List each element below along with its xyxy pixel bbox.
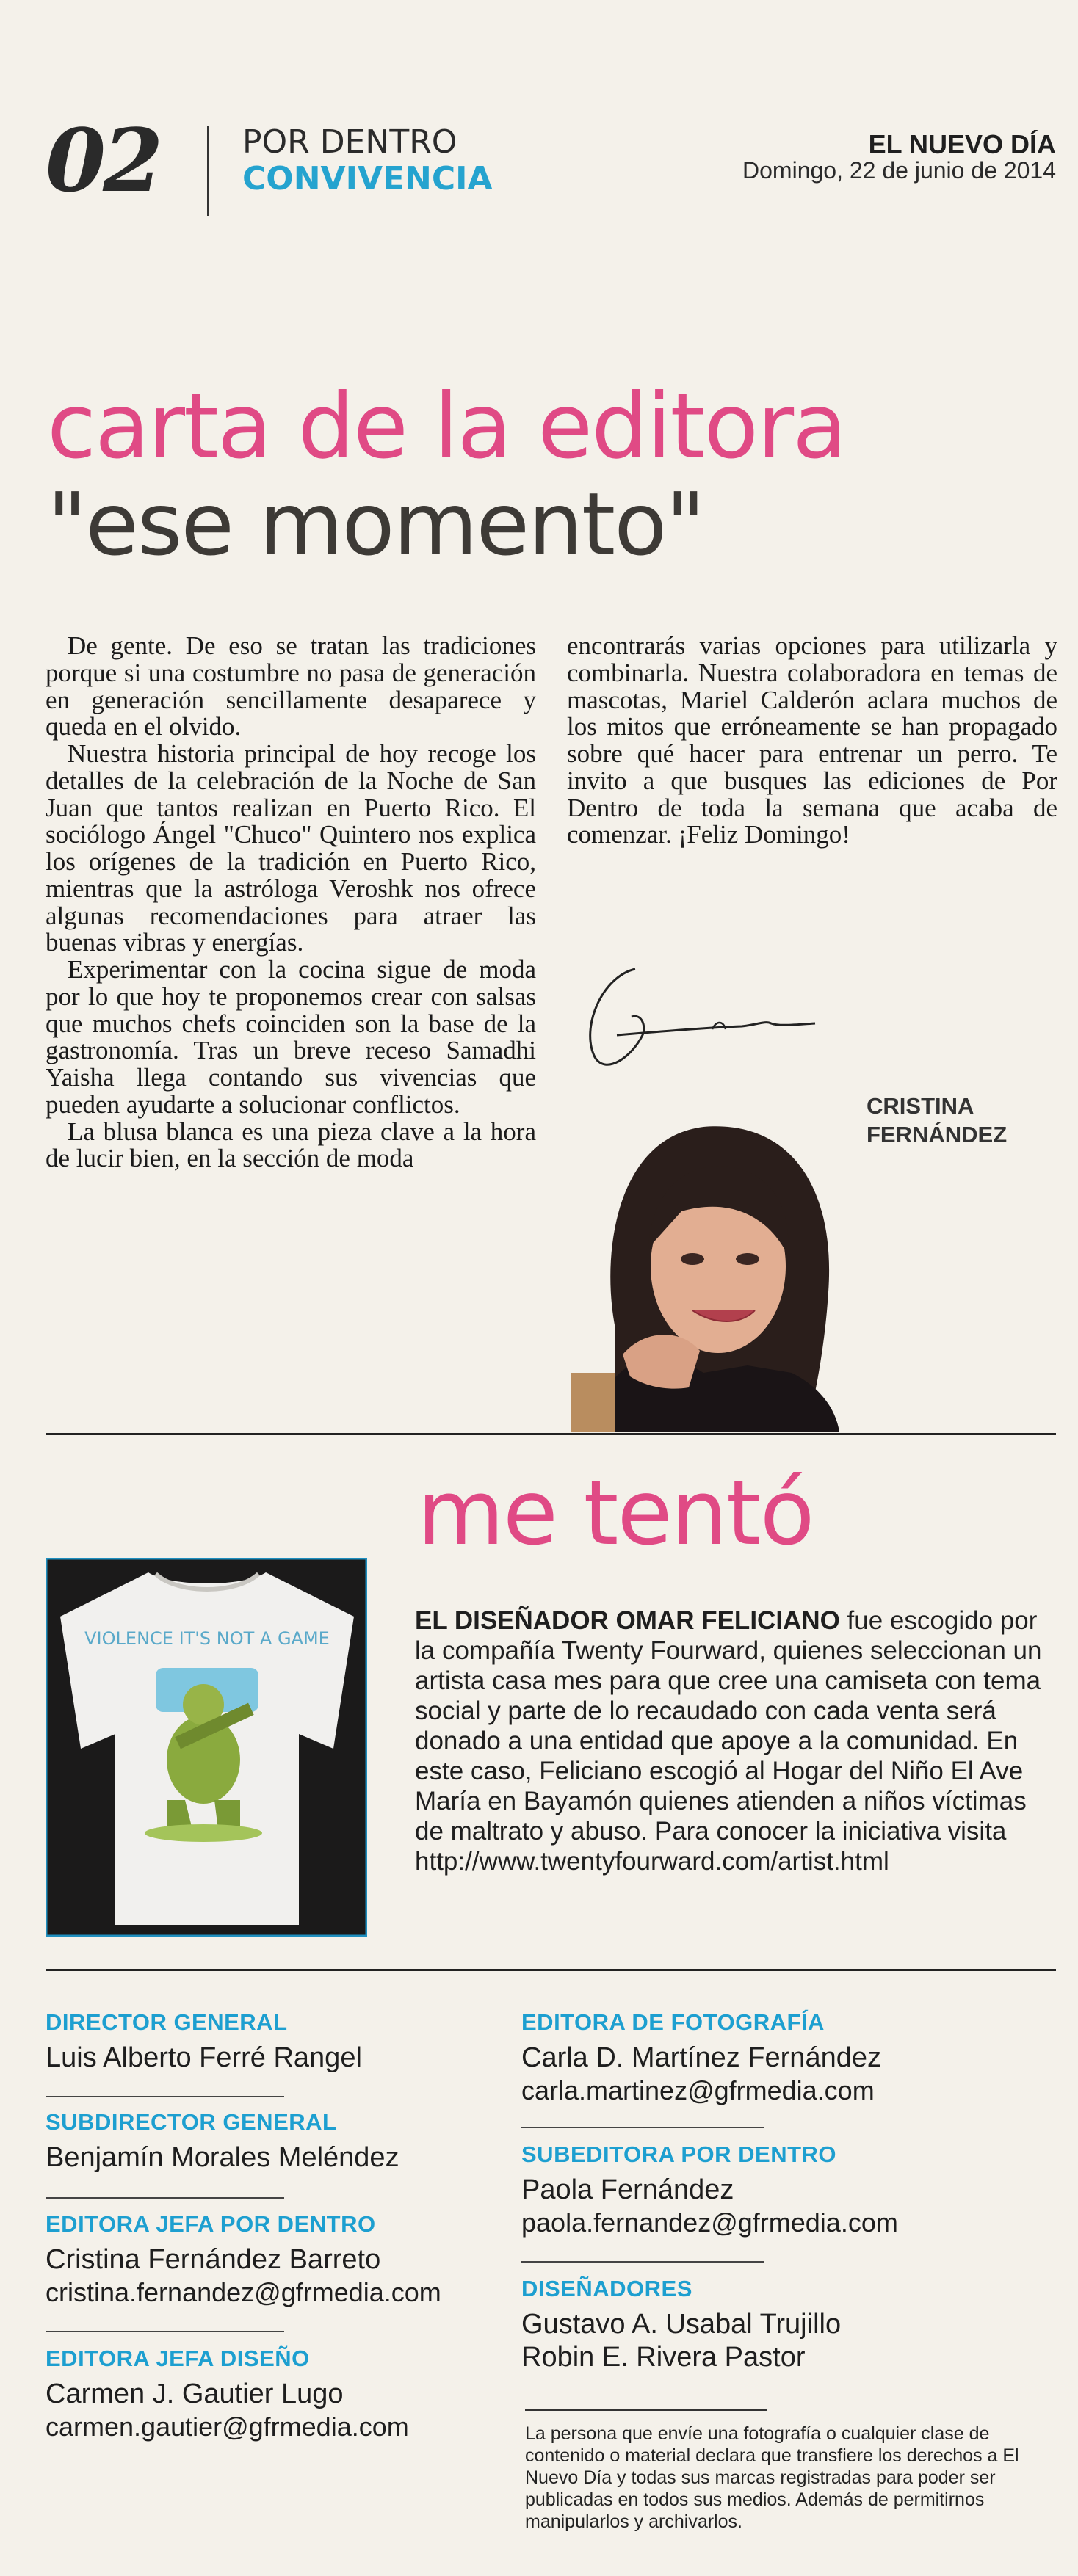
staff-role-fotografia: EDITORA DE FOTOGRAFÍA	[521, 2009, 825, 2035]
staff-email-diseno[interactable]: carmen.gautier@gfrmedia.com	[46, 2412, 409, 2442]
staff-email-subeditora[interactable]: paola.fernandez@gfrmedia.com	[521, 2207, 898, 2238]
page-number: 02	[46, 109, 161, 211]
tshirt-photo	[46, 1558, 367, 1937]
header-divider	[207, 126, 209, 216]
section-name: POR DENTRO	[242, 123, 457, 161]
editorial-paragraph: La blusa blanca es una pieza clave a la hora de lucir bien, en la sección de moda	[46, 1117, 536, 1173]
staff-divider	[521, 2261, 764, 2263]
me-tento-text	[415, 1606, 1054, 1876]
staff-name-subdirector: Benjamín Morales Meléndez	[46, 2142, 399, 2173]
staff-role-subeditora: SUBEDITORA POR DENTRO	[521, 2141, 837, 2167]
staff-name-fotografia: Carla D. Martínez Fernández	[521, 2042, 881, 2073]
editorial-paragraph: De gente. De eso se tratan las tradiciones porque si una costumbre no pasa de generación en generación sencillamente desaparece y queda en el olvido.	[46, 631, 536, 741]
staff-name-diseno: Carmen J. Gautier Lugo	[46, 2379, 344, 2409]
staff-divider	[46, 2197, 284, 2199]
newspaper-name: EL NUEVO DÍA	[868, 129, 1056, 159]
editorial-paragraph: encontrarás varias opciones para utilizarla y combinarla. Nuestra colaboradora en temas de mascotas, Mariel Calderón aclara muchos de los mitos que erróneamente se han propagado sobre qué hacer para entrenar un perro. Te invito a que busques las ediciones de Por Dentro de toda la semana que acaba de comenzar. ¡Feliz Domingo!	[567, 631, 1057, 849]
section-divider	[46, 1969, 1056, 1971]
staff-email-fotografia[interactable]: carla.martinez@gfrmedia.com	[521, 2075, 875, 2105]
editor-name: CRISTINA FERNÁNDEZ	[867, 1093, 1008, 1147]
staff-divider	[521, 2127, 764, 2128]
staff-name-subeditora: Paola Fernández	[521, 2174, 734, 2205]
section-divider	[46, 1433, 1056, 1435]
staff-name-disenador: Gustavo A. Usabal Trujillo	[521, 2309, 842, 2340]
staff-role-editora-jefa: EDITORA JEFA POR DENTRO	[46, 2211, 376, 2237]
me-tento-lead: EL DISEÑADOR OMAR FELICIANO	[415, 1606, 840, 1635]
editorial-column-left	[46, 633, 536, 1172]
disclaimer-divider	[525, 2409, 767, 2411]
staff-divider	[46, 2096, 284, 2097]
editorial-paragraph: Experimentar con la cocina sigue de moda por lo que hoy te proponemos crear con salsas que muchos chefs coinciden son la base de la gastronomía. Tras un breve receso Samadhi Yaisha llega contando sus vivencias que pueden ayudarte a solucionar conflictos.	[46, 955, 536, 1119]
editor-signature	[573, 947, 830, 1086]
disclaimer-text: La persona que envíe una fotografía o cualquier clase de contenido o material declara que transfiere los derechos a El Nuevo Día y todas sus marcas registradas para poder ser publicadas en todos sus medios. Además de permitirnos manipularlos y archivarlos.	[525, 2423, 1019, 2532]
tshirt-slogan: VIOLENCE IT'S NOT A GAME	[84, 1628, 330, 1649]
staff-role-disenadores: DISEÑADORES	[521, 2276, 692, 2301]
staff-email-editora-jefa[interactable]: cristina.fernandez@gfrmedia.com	[46, 2277, 441, 2307]
staff-role-subdirector: SUBDIRECTOR GENERAL	[46, 2109, 337, 2135]
editor-portrait	[571, 1109, 849, 1432]
editorial-paragraph: Nuestra historia principal de hoy recoge los detalles de la celebración de la Noche de San Juan que tantos realizan en Puerto Rico. El sociólogo Ángel "Chuco" Quintero nos explica los orígenes de la tradición en Puerto Rico, mientras que la astróloga Veroshk nos ofrece algunas recomendaciones para atraer las buenas vibras y energías.	[46, 739, 536, 957]
staff-name-editora-jefa: Cristina Fernández Barreto	[46, 2244, 381, 2275]
subsection-name: CONVIVENCIA	[242, 160, 493, 197]
staff-name-disenador: Robin E. Rivera Pastor	[521, 2342, 806, 2373]
staff-role-director: DIRECTOR GENERAL	[46, 2009, 288, 2035]
me-tento-title: me tentó	[417, 1461, 814, 1565]
staff-role-diseno: EDITORA JEFA DISEÑO	[46, 2345, 310, 2371]
editorial-subtitle: "ese momento"	[47, 474, 704, 575]
issue-date: Domingo, 22 de junio de 2014	[742, 157, 1056, 184]
editorial-title: carta de la editora	[47, 374, 846, 479]
editorial-column-right	[567, 633, 1057, 849]
me-tento-body: fue escogido por la compañía Twenty Fourward, quienes seleccionan un artista casa mes para que cree una camiseta con tema social y parte de lo recaudado con cada venta será donado a una entidad que apoye a la comunidad. En este caso, Feliciano escogió al Hogar del Niño El Ave María en Bayamón quienes atienden a niños víctimas de maltrato y abuso. Para conocer la iniciativa visita http://www.twentyfourward.com/artist.html	[415, 1606, 1042, 1876]
staff-divider	[46, 2331, 284, 2332]
staff-name-director: Luis Alberto Ferré Rangel	[46, 2042, 362, 2073]
